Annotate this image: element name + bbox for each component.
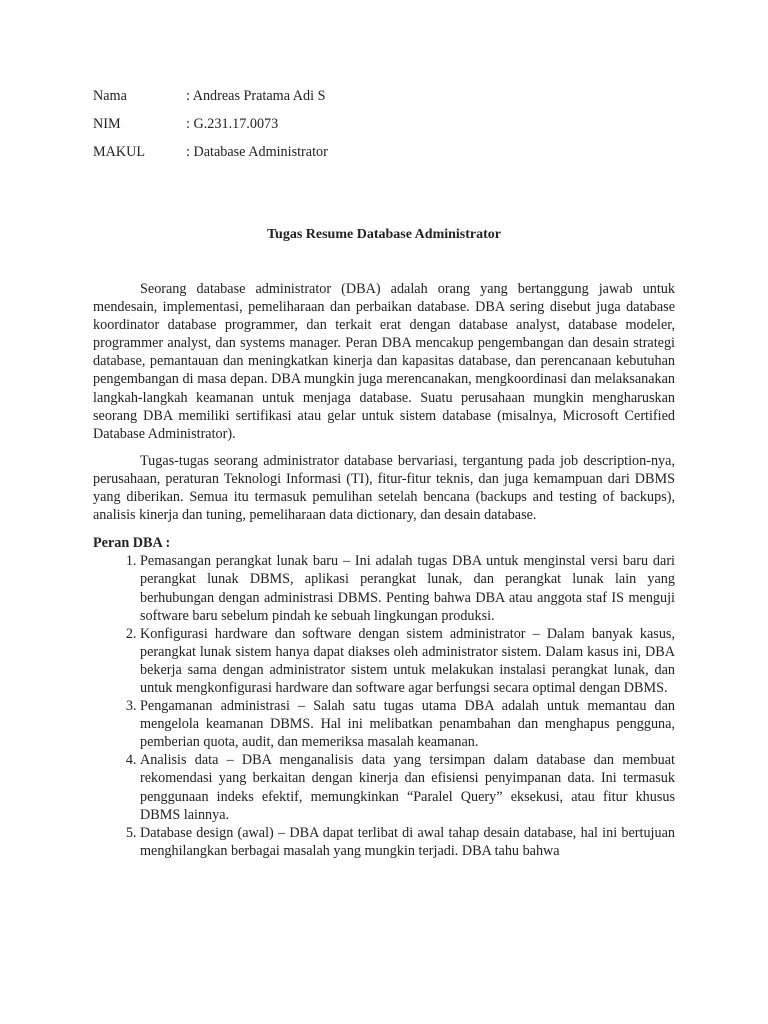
- identity-value: : G.231.17.0073: [186, 116, 279, 132]
- list-item: 3. Pengamanan administrasi – Salah satu tugas utama DBA adalah untuk memantau dan mengelola keamanan DBMS. Hal ini melibatkan penambahan dan menghapus pengguna, pemberian quota, audit, dan memeriksa masalah keamanan.: [140, 697, 675, 751]
- document-title: Tugas Resume Database Administrator: [267, 227, 501, 242]
- identity-label: Nama: [93, 88, 127, 104]
- identity-label: MAKUL: [93, 144, 146, 160]
- list-item: 2. Konfigurasi hardware dan software dengan sistem administrator – Dalam banyak kasus, perangkat lunak sistem hanya dapat diakses oleh administrator sistem. Dalam kasus ini, DBA bekerja sama dengan administrator sistem untuk melakukan instalasi perangkat lunak, dan untuk mengkonfigurasi hardware dan software agar berfungsi secara optimal dengan DBMS.: [140, 625, 675, 697]
- list-item: 1. Pemasangan perangkat lunak baru – Ini adalah tugas DBA untuk menginstal versi baru dari perangkat lunak DBMS, aplikasi perangkat lunak, dan perangkat lunak lain yang berhubungan dengan administrasi DBMS. Penting bahwa DBA atau anggota staf IS menguji software baru sebelum pindah ke sebuah lingkungan produksi.: [140, 552, 675, 624]
- paragraph: Tugas-tugas seorang administrator database bervariasi, tergantung pada job description-nya, perusahaan, peraturan Teknologi Informasi (TI), fitur-fitur teknis, dan juga kemampuan dari DBMS yang diberikan. Semua itu termasuk pemulihan setelah bencana (backups and testing of backups), analisis kinerja dan tuning, pemeliharaan data dictionary, dan desain database.: [93, 452, 675, 524]
- list-item: 5. Database design (awal) – DBA dapat terlibat di awal tahap desain database, hal ini bertujuan menghilangkan berbagai masalah yang mungkin terjadi. DBA tahu bahwa: [140, 824, 675, 860]
- identity-value: : Andreas Pratama Adi S: [186, 88, 326, 104]
- section-heading: Peran DBA :: [93, 535, 171, 552]
- list-item: 4. Analisis data – DBA menganalisis data yang tersimpan dalam database dan membuat rekomendasi yang berkaitan dengan kinerja dan efisiensi penyimpanan data. Ini termasuk penggunaan indeks efektif, memungkinkan “Paralel Query” eksekusi, atau fitur khusus DBMS lainnya.: [140, 751, 675, 823]
- identity-value: : Database Administrator: [186, 144, 328, 160]
- identity-block: [93, 87, 328, 171]
- paragraph: Seorang database administrator (DBA) adalah orang yang bertanggung jawab untuk mendesain, implementasi, pemeliharaan dan perbaikan database. DBA sering disebut juga database koordinator database programmer, dan terkait erat dengan database analyst, database modeler, programmer analyst, dan systems manager. Peran DBA mencakup pengembangan dan desain strategi database, pemantauan dan meningkatkan kinerja dan kapasitas database, dan perencanaan kebutuhan pengembangan di masa depan. DBA mungkin juga merencanakan, mengkoordinasi dan melaksanakan langkah-langkah keamanan untuk menjaga database. Suatu perusahaan mungkin mengharuskan seorang DBA memiliki sertifikasi atau gelar untuk sistem database (misalnya, Microsoft Certified Database Administrator).: [93, 281, 675, 442]
- identity-row-nama: [93, 87, 328, 115]
- identity-label: NIM: [93, 116, 121, 132]
- identity-row-makul: [93, 143, 328, 171]
- role-list: [93, 552, 675, 860]
- document-body: [93, 280, 675, 860]
- identity-row-nim: [93, 115, 328, 143]
